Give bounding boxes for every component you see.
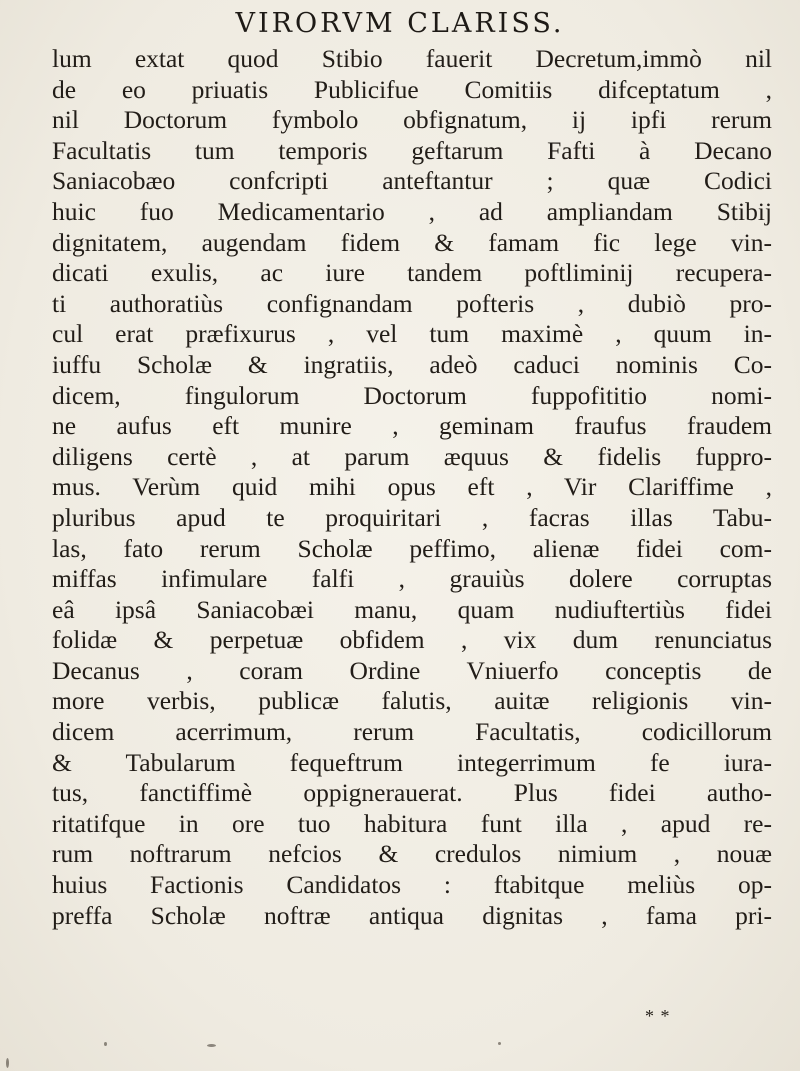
- text-line: cul erat præfixurus , vel tum maximè , quum in-: [52, 319, 772, 349]
- ink-spot: [104, 1042, 107, 1046]
- ink-spot: [207, 1044, 216, 1047]
- text-line: huius Factionis Candidatos : ftabitque meliùs op-: [52, 870, 772, 900]
- text-line: rum noftrarum nefcios & credulos nimium , nouæ: [52, 839, 772, 869]
- text-line: ne aufus eft munire , geminam fraufus fraudem: [52, 411, 772, 441]
- text-line: pluribus apud te proquiritari , facras illas Tabu-: [52, 502, 772, 532]
- text-line: lum extat quod Stibio fauerit Decretum,immò nil: [52, 44, 772, 73]
- body-text: [52, 44, 772, 931]
- text-line: huic fuo Medicamentario , ad ampliandam Stibij: [52, 196, 772, 226]
- text-line: preffa Scholæ noftræ antiqua dignitas , fama pri-: [52, 900, 772, 930]
- text-line: nil Doctorum fymbolo obfignatum, ij ipfi rerum: [52, 105, 772, 135]
- text-line: las, fato rerum Scholæ peffimo, alienæ fidei com-: [52, 533, 772, 563]
- running-head: VIRORVM CLARISS.: [235, 8, 565, 39]
- text-line: more verbis, publicæ falutis, auitæ religionis vin-: [52, 686, 772, 716]
- text-line: eâ ipsâ Saniacobæi manu, quam nudiuftertiùs fidei: [52, 594, 772, 624]
- text-line: ti authoratiùs confignandam pofteris , dubiò pro-: [52, 288, 772, 318]
- text-line: tus, fanctiffimè oppignerauerat. Plus fidei autho-: [52, 778, 772, 808]
- text-line: dicati exulis, ac iure tandem poftliminij recupera-: [52, 258, 772, 288]
- text-line: & Tabularum fequeftrum integerrimum fe iura-: [52, 747, 772, 777]
- text-line: dicem acerrimum, rerum Facultatis, codicillorum: [52, 717, 772, 747]
- text-line: diligens certè , at parum æquus & fidelis fuppro-: [52, 441, 772, 471]
- ink-spot: [498, 1042, 501, 1045]
- catchword: * *: [645, 1006, 671, 1026]
- ink-spot: [6, 1058, 9, 1068]
- text-line: Decanus , coram Ordine Vniuerfo conceptis de: [52, 655, 772, 685]
- text-line: iuffu Scholæ & ingratiis, adeò caduci nominis Co-: [52, 349, 772, 379]
- text-line: ritatifque in ore tuo habitura funt illa , apud re-: [52, 808, 772, 838]
- text-line: dicem, fingulorum Doctorum fuppofititio nomi-: [52, 380, 772, 410]
- text-line: dignitatem, augendam fidem & famam fic lege vin-: [52, 227, 772, 257]
- text-line: mus. Verùm quid mihi opus eft , Vir Clariffime ,: [52, 472, 772, 502]
- text-line: folidæ & perpetuæ obfidem , vix dum renunciatus: [52, 625, 772, 655]
- text-line: miffas infimulare falfi , grauiùs dolere corruptas: [52, 564, 772, 594]
- text-line: Saniacobæo confcripti anteftantur ; quæ Codici: [52, 166, 772, 196]
- text-line: de eo priuatis Publicifue Comitiis difceptatum ,: [52, 74, 772, 104]
- text-line: Facultatis tum temporis geftarum Fafti à Decano: [52, 135, 772, 165]
